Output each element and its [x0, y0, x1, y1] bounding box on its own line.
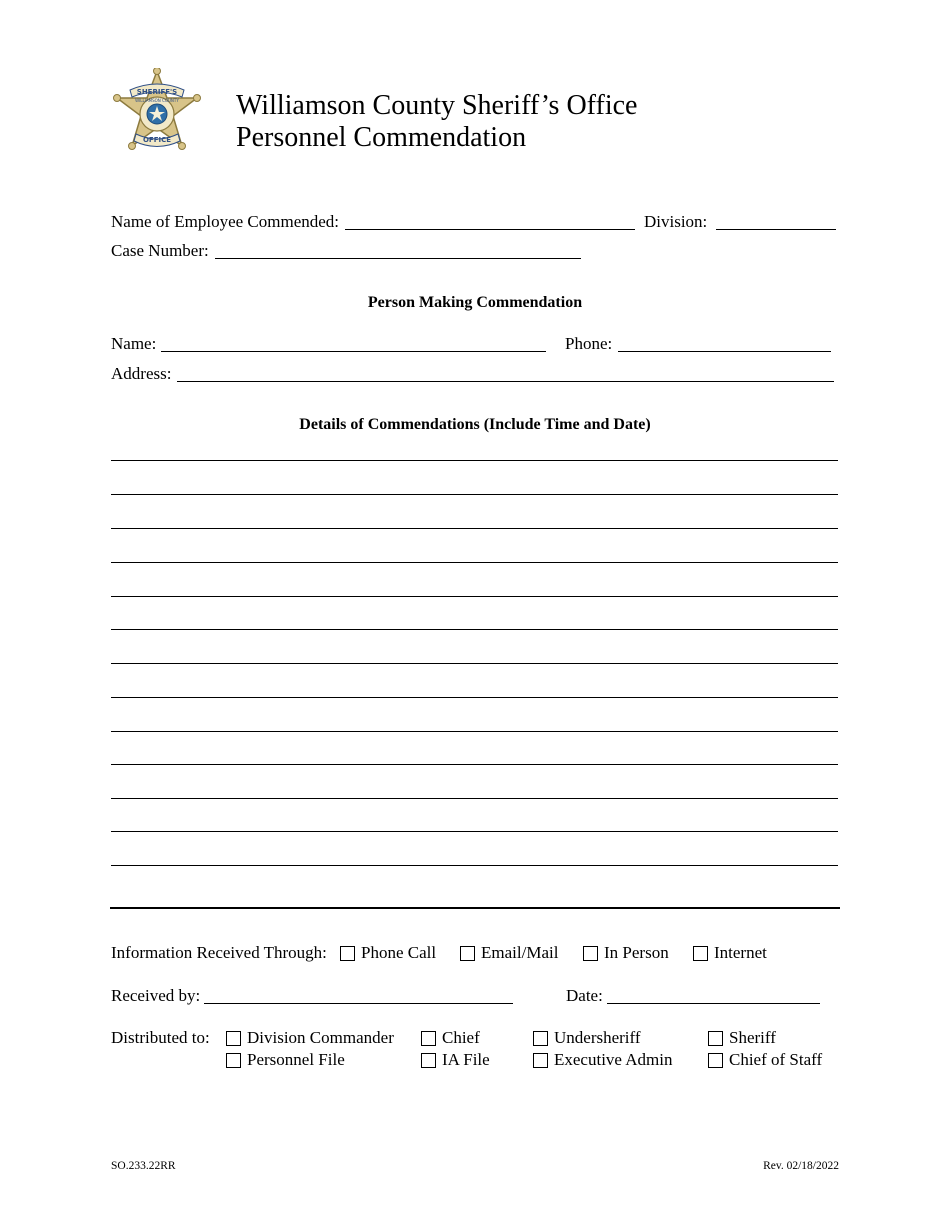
commender-phone-field[interactable]	[618, 351, 831, 352]
case-number-field[interactable]	[215, 258, 581, 259]
details-line[interactable]	[111, 731, 838, 732]
division-field[interactable]	[716, 229, 836, 230]
executive-admin-label: Executive Admin	[554, 1050, 673, 1069]
sheriff-label: Sheriff	[729, 1028, 776, 1047]
details-line[interactable]	[111, 764, 838, 765]
badge-top-text: SHERIFF'S	[136, 88, 178, 96]
commender-heading: Person Making Commendation	[367, 294, 583, 311]
details-line[interactable]	[111, 663, 838, 664]
badge-bottom-text: OFFICE	[142, 136, 172, 144]
commender-address-field[interactable]	[177, 381, 834, 382]
commender-phone-label: Phone:	[565, 334, 613, 353]
ia-file-checkbox[interactable]	[421, 1053, 436, 1068]
in-person-label: In Person	[604, 943, 669, 962]
details-line[interactable]	[111, 831, 838, 832]
commender-name-field[interactable]	[161, 351, 546, 352]
details-heading: Details of Commendations (Include Time and Date)	[299, 416, 651, 433]
details-line[interactable]	[111, 596, 838, 597]
internet-label: Internet	[714, 943, 767, 962]
details-line[interactable]	[111, 798, 838, 799]
details-line[interactable]	[111, 562, 838, 563]
phone-call-checkbox[interactable]	[340, 946, 355, 961]
page-title-line1: Williamson County Sheriff’s Office	[236, 90, 638, 121]
page-title-line2: Personnel Commendation	[236, 122, 527, 153]
details-line[interactable]	[111, 865, 838, 866]
details-line[interactable]	[111, 697, 838, 698]
received-date-label: Date:	[566, 986, 603, 1005]
ia-file-label: IA File	[442, 1050, 490, 1069]
details-line[interactable]	[111, 494, 838, 495]
received-through-label: Information Received Through:	[111, 943, 327, 962]
sheriff-badge-logo	[110, 68, 204, 158]
employee-name-field[interactable]	[345, 229, 635, 230]
commender-name-label: Name:	[111, 334, 157, 353]
personnel-file-checkbox[interactable]	[226, 1053, 241, 1068]
undersheriff-checkbox[interactable]	[533, 1031, 548, 1046]
section-divider	[110, 907, 840, 909]
details-line[interactable]	[111, 528, 838, 529]
chief-of-staff-checkbox[interactable]	[708, 1053, 723, 1068]
received-by-label: Received by:	[111, 986, 201, 1005]
division-commander-checkbox[interactable]	[226, 1031, 241, 1046]
received-by-field[interactable]	[204, 1003, 513, 1004]
sheriff-checkbox[interactable]	[708, 1031, 723, 1046]
details-line[interactable]	[111, 460, 838, 461]
employee-name-label: Name of Employee Commended:	[111, 212, 340, 231]
commender-address-label: Address:	[111, 364, 172, 383]
division-label: Division:	[644, 212, 708, 231]
badge-ring-text: WILLIAMSON COUNTY	[135, 98, 179, 103]
details-line[interactable]	[111, 629, 838, 630]
undersheriff-label: Undersheriff	[554, 1028, 641, 1047]
case-number-label: Case Number:	[111, 241, 209, 260]
email-mail-checkbox[interactable]	[460, 946, 475, 961]
chief-checkbox[interactable]	[421, 1031, 436, 1046]
chief-of-staff-label: Chief of Staff	[729, 1050, 823, 1069]
executive-admin-checkbox[interactable]	[533, 1053, 548, 1068]
distributed-to-label: Distributed to:	[111, 1028, 210, 1047]
internet-checkbox[interactable]	[693, 946, 708, 961]
revision-date: Rev. 02/18/2022	[763, 1160, 839, 1172]
division-commander-label: Division Commander	[247, 1028, 394, 1047]
star-badge-icon	[110, 68, 204, 158]
chief-label: Chief	[442, 1028, 480, 1047]
personnel-file-label: Personnel File	[247, 1050, 345, 1069]
form-number: SO.233.22RR	[111, 1160, 176, 1172]
in-person-checkbox[interactable]	[583, 946, 598, 961]
phone-call-label: Phone Call	[361, 943, 437, 962]
email-mail-label: Email/Mail	[481, 943, 559, 962]
received-date-field[interactable]	[607, 1003, 820, 1004]
